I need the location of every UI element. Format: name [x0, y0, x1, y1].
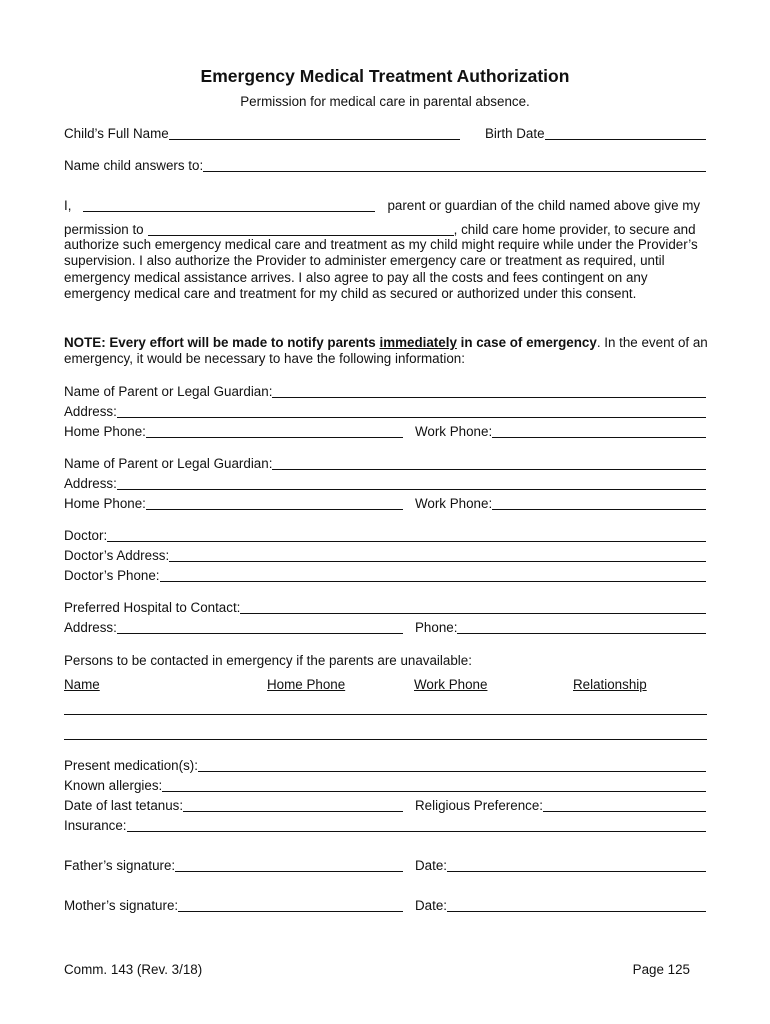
guardian2-address-label: Address: — [64, 476, 117, 491]
contact-line-2[interactable] — [64, 739, 707, 740]
answers-to-row — [64, 156, 706, 174]
guardian2-home-phone-label: Home Phone: — [64, 496, 146, 511]
tetanus-row — [64, 796, 706, 814]
contacts-col-name: Name — [64, 677, 100, 692]
form-subtitle: Permission for medical care in parental absence. — [240, 94, 530, 109]
tetanus-field[interactable] — [183, 797, 403, 812]
doctor-address-field[interactable] — [169, 547, 706, 562]
provider-text: , child care home provider, to secure and — [453, 222, 696, 237]
doctor-phone-field[interactable] — [160, 567, 706, 582]
father-date-label: Date: — [415, 858, 448, 873]
guardian1-work-phone-field[interactable] — [492, 423, 706, 438]
father-signature-label: Father’s signature: — [64, 858, 176, 873]
consent-i-row — [64, 196, 706, 214]
contacts-col-home-phone: Home Phone — [267, 677, 346, 692]
contacts-col-relationship: Relationship — [573, 677, 647, 692]
form-id: Comm. 143 (Rev. 3/18) — [64, 962, 203, 977]
answers-to-label: Name child answers to: — [64, 158, 204, 173]
hospital-address-row — [64, 618, 706, 636]
guardian1-name-row — [64, 382, 706, 400]
consent-parent-text: parent or guardian of the child named above give my — [387, 198, 701, 213]
birth-date-label: Birth Date — [485, 126, 545, 141]
guardian2-address-field[interactable] — [117, 475, 706, 490]
doctor-address-row — [64, 546, 706, 564]
hospital-phone-field[interactable] — [457, 619, 706, 634]
allergies-label: Known allergies: — [64, 778, 163, 793]
guardian1-work-phone-label: Work Phone: — [415, 424, 493, 439]
mother-signature-row — [64, 896, 706, 914]
note-emphasis: immediately — [379, 335, 457, 350]
mother-signature-field[interactable] — [178, 897, 403, 912]
consent-body: authorize such emergency medical care and treatment as my child might require while under the Provider’s supervision. I also authorize the Provider to administer emergency care or treatment as required, until emergency medical assistance arrives. I also agree to pay all the costs and fees contingent on any emergency medical care and treatment for my child as secured or authorized under this consent. — [64, 237, 698, 302]
religious-label: Religious Preference: — [415, 798, 544, 813]
mother-date-field[interactable] — [447, 897, 706, 912]
consent-permission-row — [64, 220, 706, 238]
answers-to-field[interactable] — [203, 157, 706, 172]
religious-field[interactable] — [543, 797, 706, 812]
parent-name-field[interactable] — [83, 197, 375, 212]
doctor-field[interactable] — [107, 527, 706, 542]
father-signature-field[interactable] — [175, 857, 403, 872]
doctor-phone-row — [64, 566, 706, 584]
guardian2-home-phone-field[interactable] — [146, 495, 403, 510]
note-prefix: NOTE: Every effort will be made to notify parents — [64, 335, 380, 350]
allergies-row — [64, 776, 706, 794]
tetanus-label: Date of last tetanus: — [64, 798, 184, 813]
guardian1-address-field[interactable] — [117, 403, 706, 418]
doctor-row — [64, 526, 706, 544]
guardian1-address-row — [64, 402, 706, 420]
contacts-col-work-phone: Work Phone — [414, 677, 488, 692]
mother-signature-label: Mother’s signature: — [64, 898, 179, 913]
allergies-field[interactable] — [162, 777, 706, 792]
father-date-field[interactable] — [447, 857, 706, 872]
insurance-row — [64, 816, 706, 834]
doctor-phone-label: Doctor’s Phone: — [64, 568, 160, 583]
insurance-label: Insurance: — [64, 818, 127, 833]
form-title: Emergency Medical Treatment Authorization — [200, 66, 570, 86]
guardian2-address-row — [64, 474, 706, 492]
child-name-label: Child’s Full Name — [64, 126, 169, 141]
note-rest: . In the event of an emergency, it would be necessary to have the following information: — [64, 335, 708, 367]
page-number: Page 125 — [632, 962, 690, 977]
doctor-label: Doctor: — [64, 528, 108, 543]
guardian2-name-label: Name of Parent or Legal Guardian: — [64, 456, 273, 471]
consent-i-label: I, — [64, 198, 72, 213]
doctor-address-label: Doctor’s Address: — [64, 548, 170, 563]
guardian2-work-phone-field[interactable] — [492, 495, 706, 510]
guardian1-name-label: Name of Parent or Legal Guardian: — [64, 384, 273, 399]
permission-label: permission to — [64, 222, 144, 237]
contacts-intro: Persons to be contacted in emergency if the parents are unavailable: — [64, 653, 472, 668]
provider-name-field[interactable] — [148, 221, 454, 236]
child-name-field[interactable] — [169, 125, 460, 140]
hospital-row — [64, 598, 706, 616]
guardian1-name-field[interactable] — [272, 383, 706, 398]
medication-row — [64, 756, 706, 774]
father-signature-row — [64, 856, 706, 874]
guardian2-work-phone-label: Work Phone: — [415, 496, 493, 511]
guardian1-home-phone-label: Home Phone: — [64, 424, 146, 439]
medication-field[interactable] — [198, 757, 706, 772]
guardian2-name-row — [64, 454, 706, 472]
hospital-address-label: Address: — [64, 620, 117, 635]
birth-date-field[interactable] — [545, 125, 706, 140]
guardian1-address-label: Address: — [64, 404, 117, 419]
note-suffix: in case of emergency — [456, 335, 597, 350]
hospital-field[interactable] — [240, 599, 706, 614]
contact-line-1[interactable] — [64, 714, 707, 715]
medication-label: Present medication(s): — [64, 758, 198, 773]
note-paragraph — [64, 335, 709, 368]
insurance-field[interactable] — [127, 817, 706, 832]
guardian1-home-phone-field[interactable] — [146, 423, 403, 438]
guardian2-name-field[interactable] — [272, 455, 706, 470]
guardian1-phone-row — [64, 422, 706, 440]
hospital-address-field[interactable] — [117, 619, 403, 634]
mother-date-label: Date: — [415, 898, 448, 913]
hospital-phone-label: Phone: — [415, 620, 458, 635]
child-name-row — [64, 124, 706, 142]
hospital-label: Preferred Hospital to Contact: — [64, 600, 241, 615]
guardian2-phone-row — [64, 494, 706, 512]
